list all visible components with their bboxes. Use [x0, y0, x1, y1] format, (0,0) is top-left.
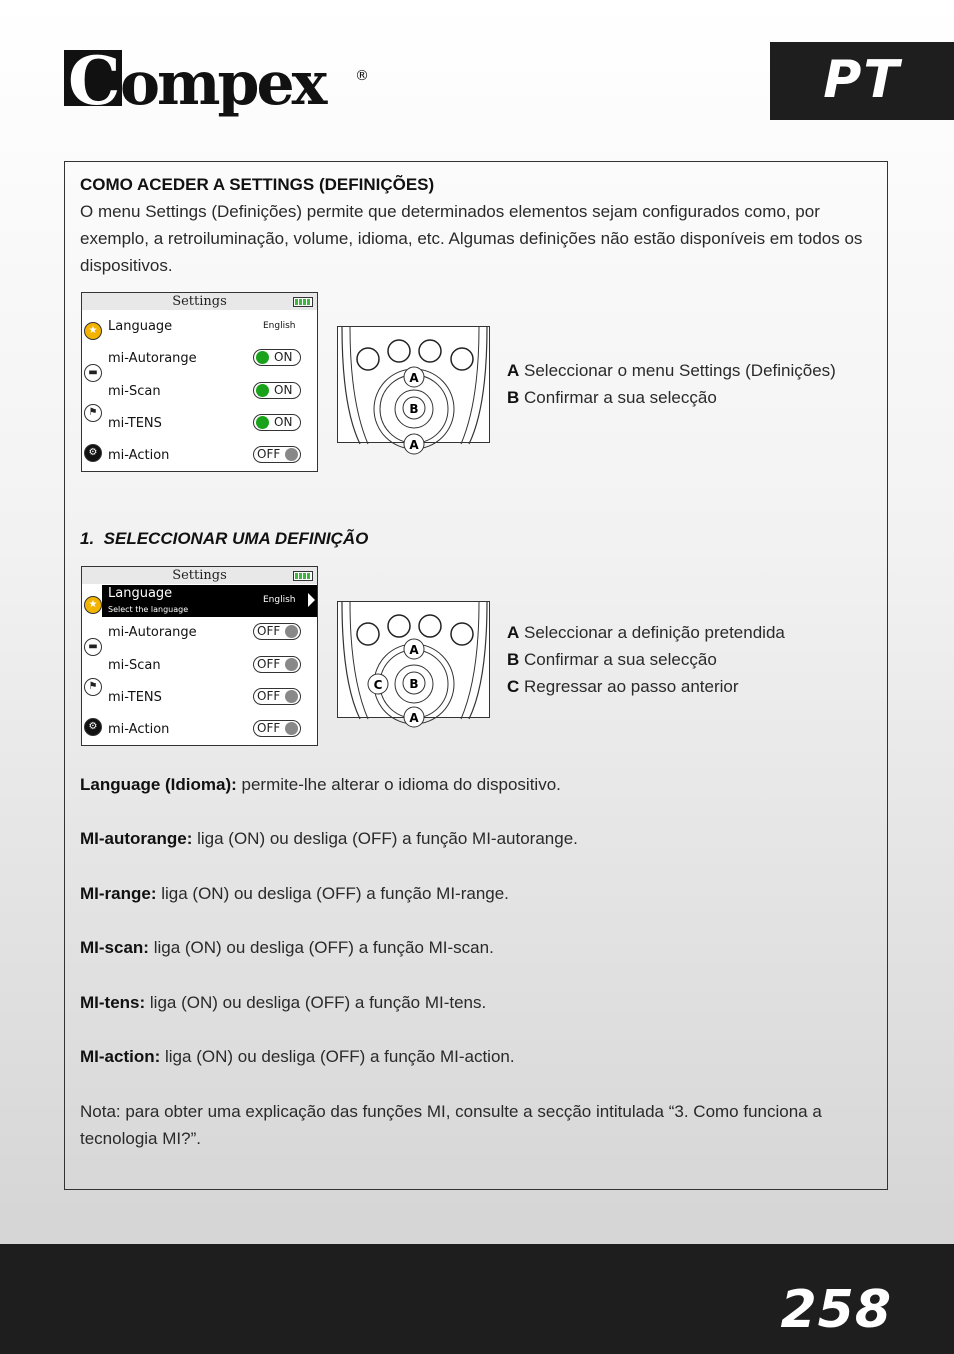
settings-screen-1: [81, 292, 318, 472]
row-label: Language: [108, 319, 173, 334]
svg-text:®: ®: [355, 68, 369, 84]
toggle-switch: OFF: [253, 656, 301, 673]
row-label: mi-Action: [108, 448, 170, 463]
toggle-switch: OFF: [253, 720, 301, 737]
row-mi-tens: [102, 682, 317, 714]
definition-mi-range: MI-range: liga (ON) ou desliga (OFF) a função MI-range.: [80, 884, 509, 903]
button-a-label: A: [409, 643, 419, 657]
step-heading: 1. SELECCIONAR UMA DEFINIÇÃO: [80, 529, 369, 548]
row-label: mi-Action: [108, 722, 170, 737]
row-mi-action: [102, 714, 317, 746]
note-text: Nota: para obter uma explicação das funções MI, consulte a secção intitulada “3. Como funciona a tecnologia MI?”.: [80, 1102, 822, 1148]
toggle-switch: ON: [253, 414, 301, 431]
language-tab: [770, 42, 954, 120]
row-mi-tens: [102, 408, 317, 440]
button-b-label: B: [409, 402, 419, 416]
star-icon: ★: [84, 322, 102, 340]
definition-mi-autorange: MI-autorange: liga (ON) ou desliga (OFF) a função MI-autorange.: [80, 829, 578, 848]
battery-icon: [293, 571, 313, 581]
battery-icon: [293, 297, 313, 307]
page-number: 258: [780, 1280, 892, 1340]
toggle-switch: OFF: [253, 688, 301, 705]
button-c-label: C: [373, 678, 383, 692]
legend-1: [507, 357, 836, 411]
screen-title: Settings: [82, 567, 317, 584]
gear-icon: ⚙: [84, 718, 102, 736]
row-mi-scan: [102, 376, 317, 408]
toggle-switch: ON: [253, 382, 301, 399]
button-b-label: B: [409, 677, 419, 691]
screen-sidebar: [82, 310, 102, 471]
folder-icon: ▬: [84, 364, 102, 382]
legend-item: A Seleccionar o menu Settings (Definições): [507, 361, 836, 380]
legend-item: C Regressar ao passo anterior: [507, 677, 739, 696]
svg-text:C: C: [68, 42, 121, 120]
button-a-label: A: [409, 438, 419, 452]
toggle-switch: OFF: [253, 446, 301, 463]
legend-item: B Confirmar a sua selecção: [507, 388, 717, 407]
legend-item: A Seleccionar a definição pretendida: [507, 623, 785, 642]
row-label: mi-Autorange: [108, 351, 197, 366]
button-a-label: A: [409, 371, 419, 385]
row-mi-action: [102, 440, 317, 472]
row-label: mi-Scan: [108, 658, 161, 673]
definition-mi-tens: MI-tens: liga (ON) ou desliga (OFF) a função MI-tens.: [80, 993, 487, 1012]
flag-icon: ⚑: [84, 404, 102, 422]
gear-icon: ⚙: [84, 444, 102, 462]
page-footer: [0, 1244, 954, 1354]
toggle-switch: ON: [253, 349, 301, 366]
device-diagram-2: [337, 601, 490, 725]
toggle-switch: OFF: [253, 623, 301, 640]
language-code: PT: [823, 50, 901, 110]
row-mi-autorange: [102, 343, 317, 375]
row-label: mi-TENS: [108, 690, 162, 705]
button-a-label: A: [409, 711, 419, 725]
flag-icon: ⚑: [84, 678, 102, 696]
arrow-right-icon: [308, 593, 315, 607]
svg-text:ompex: ompex: [120, 49, 325, 119]
definition-mi-scan: MI-scan: liga (ON) ou desliga (OFF) a função MI-scan.: [80, 938, 494, 957]
definition-language: Language (Idioma): permite-lhe alterar o idioma do dispositivo.: [80, 775, 561, 794]
row-label: mi-Autorange: [108, 625, 197, 640]
row-value: English: [263, 321, 296, 331]
row-language: [102, 311, 317, 343]
row-label: mi-TENS: [108, 416, 162, 431]
folder-icon: ▬: [84, 638, 102, 656]
settings-screen-2: [81, 566, 318, 746]
row-label: Language: [108, 586, 173, 601]
row-value: English: [263, 595, 296, 605]
section-heading: COMO ACEDER A SETTINGS (DEFINIÇÕES): [80, 175, 435, 194]
row-language-selected: [102, 585, 317, 617]
compex-logo: [64, 44, 374, 124]
section-intro: O menu Settings (Definições) permite que determinados elementos sejam configurados como, por exemplo, a retroiluminação, volume, idioma, etc. Algumas definições não estão disponíveis em todos os dispositivos.: [80, 202, 863, 275]
screen-title: Settings: [82, 293, 317, 310]
legend-item: B Confirmar a sua selecção: [507, 650, 717, 669]
row-mi-autorange: [102, 617, 317, 649]
definition-mi-action: MI-action: liga (ON) ou desliga (OFF) a função MI-action.: [80, 1047, 515, 1066]
legend-2: [507, 619, 785, 700]
device-diagram-1: [337, 326, 490, 452]
row-label: mi-Scan: [108, 384, 161, 399]
star-icon: ★: [84, 596, 102, 614]
row-mi-scan: [102, 650, 317, 682]
screen-sidebar: [82, 584, 102, 745]
row-sublabel: Select the language: [108, 605, 189, 614]
